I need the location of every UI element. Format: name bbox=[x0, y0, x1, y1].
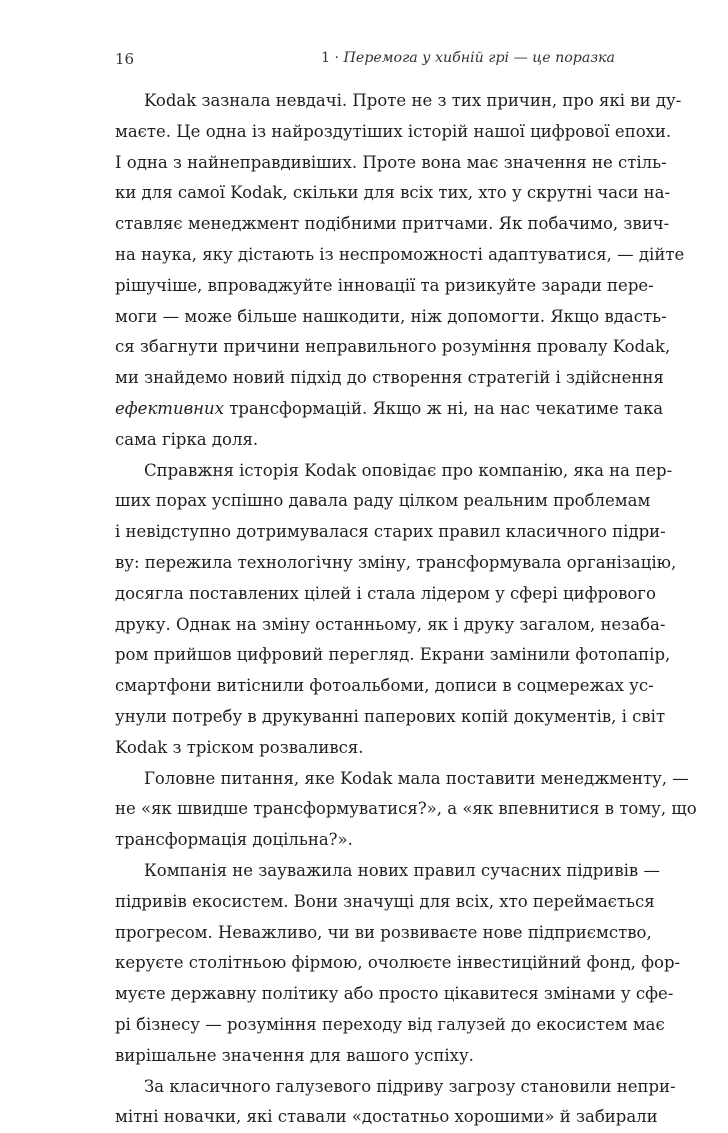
text-line: вирішальне значення для вашого успіху. bbox=[115, 1045, 474, 1065]
chapter-title: Перемога у хибній грі — це поразка bbox=[343, 50, 615, 66]
text-line: муєте державну політику або просто цікавитеся змінами у сфе- bbox=[115, 984, 674, 1004]
text-line: не «як швидше трансформуватися?», а «як впевнитися в тому, що bbox=[115, 799, 697, 819]
text-line: ром прийшов цифровий перегляд. Екрани замінили фотопапір, bbox=[115, 645, 671, 665]
text-line: ших порах успішно давала раду цілком реальним проблемам bbox=[115, 491, 651, 511]
text-line: і невідступно дотримувалася старих правил класичного підри- bbox=[115, 522, 666, 542]
text-line: маєте. Це одна із найроздутіших історій нашої цифрової епохи. bbox=[115, 121, 672, 141]
page-number: 16 bbox=[115, 50, 135, 68]
text-line: Головне питання, яке Kodak мала поставити менеджменту, — bbox=[144, 768, 689, 788]
text-line: друку. Однак на зміну останньому, як і друку загалом, незаба- bbox=[115, 614, 666, 634]
text-line: Справжня історія Kodak оповідає про компанію, яка на пер- bbox=[144, 460, 673, 480]
text-line: Kodak зазнала невдачі. Проте не з тих причин, про які ви ду- bbox=[144, 91, 682, 110]
text-line: на наука, яку дістають із неспроможності адаптуватися, — дійте bbox=[115, 244, 685, 264]
text-line: ву: пережила технологічну зміну, трансформувала організацію, bbox=[115, 552, 677, 572]
text-line: ся збагнути причини неправильного розуміння провалу Kodak, bbox=[115, 337, 671, 357]
running-head bbox=[321, 50, 615, 66]
page-header bbox=[115, 50, 615, 74]
text-line: За класичного галузевого підриву загрозу становили непри- bbox=[144, 1076, 676, 1096]
text-line: смартфони витіснили фотоальбоми, дописи в соцмережах ус- bbox=[115, 676, 654, 696]
text-line: мітні новачки, які ставали «достатньо хорошими» й забирали bbox=[115, 1107, 658, 1127]
text-line: підривів екосистем. Вони значущі для всіх, хто переймається bbox=[115, 891, 655, 911]
body-text bbox=[115, 86, 697, 1133]
text-line: Компанія не зауважила нових правил сучасних підривів — bbox=[144, 860, 660, 880]
text-line: ки для самої Kodak, скільки для всіх тих, хто у скрутні часи на- bbox=[115, 183, 671, 203]
emphasis-text: ефективних bbox=[115, 398, 224, 418]
text-line: прогресом. Неважливо, чи ви розвиваєте нове підприємство, bbox=[115, 922, 652, 942]
running-head-separator: · bbox=[330, 50, 344, 66]
text-line: сама гірка доля. bbox=[115, 429, 259, 449]
text-line: Kodak з тріском розвалився. bbox=[115, 737, 364, 757]
chapter-number: 1 bbox=[320, 50, 331, 66]
text-line: унули потребу в друкуванні паперових копій документів, і світ bbox=[115, 706, 666, 726]
text-line: керуєте столітньою фірмою, очолюєте інвестиційний фонд, фор- bbox=[115, 953, 681, 973]
text-line: моги — може більше нашкодити, ніж допомогти. Якщо вдасть- bbox=[115, 306, 667, 326]
text-line bbox=[115, 394, 664, 425]
text-line: досягла поставлених цілей і стала лідером у сфері цифрового bbox=[115, 583, 656, 603]
text-line-rest: трансформацій. Якщо ж ні, на нас чекатиме така bbox=[223, 398, 664, 418]
text-line: ставляє менеджмент подібними притчами. Як побачимо, звич- bbox=[115, 214, 670, 234]
text-line: трансформація доцільна?». bbox=[115, 830, 353, 850]
text-line: рі бізнесу — розуміння переходу від галузей до екосистем має bbox=[115, 1014, 665, 1034]
text-line: ми знайдемо новий підхід до створення стратегій і здійснення bbox=[115, 368, 664, 388]
text-line: рішучіше, впроваджуйте інновації та ризикуйте заради пере- bbox=[115, 275, 654, 295]
text-line: І одна з найнеправдивіших. Проте вона має значення не стіль- bbox=[115, 152, 667, 172]
